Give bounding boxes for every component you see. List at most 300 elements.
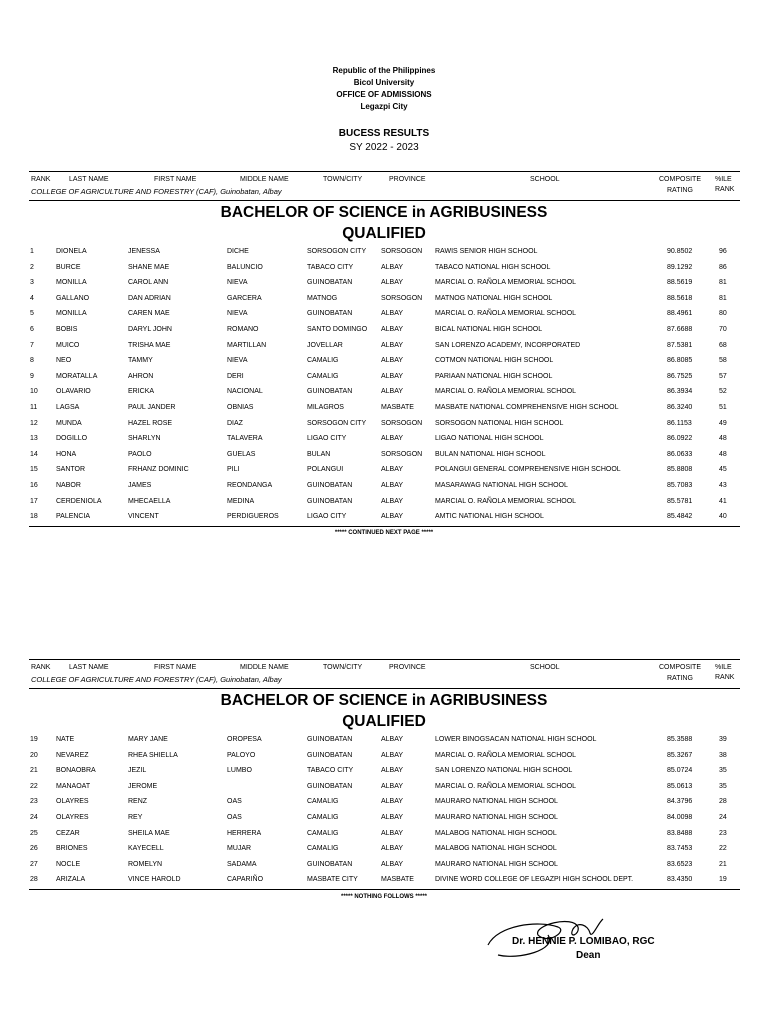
cell-middle-name: NIEVA xyxy=(227,357,248,365)
cell-town: CAMALIG xyxy=(307,357,339,365)
cell-rank: 7 xyxy=(30,341,34,349)
cell-rank: 18 xyxy=(30,513,38,521)
cell-last-name: HONA xyxy=(56,450,77,458)
cell-school: MALABOG NATIONAL HIGH SCHOOL xyxy=(435,845,557,853)
cell-percentile: 86 xyxy=(719,263,727,271)
nothing-follows-note: ***** NOTHING FOLLOWS ***** xyxy=(340,894,427,900)
cell-first-name: AHRON xyxy=(128,372,154,380)
cell-middle-name: GUELAS xyxy=(227,450,256,458)
cell-composite: 86.3240 xyxy=(667,403,693,411)
program-title: BACHELOR OF SCIENCE in AGRIBUSINESS xyxy=(220,204,548,221)
table-row xyxy=(0,749,768,765)
col-first-name: FIRST NAME xyxy=(154,176,197,183)
table-row xyxy=(0,354,768,370)
cell-middle-name: DICHE xyxy=(227,248,249,255)
cell-percentile: 39 xyxy=(719,736,727,743)
cell-last-name: SANTOR xyxy=(56,466,86,474)
cell-school: MAURARO NATIONAL HIGH SCHOOL xyxy=(435,798,558,806)
cell-school: BULAN NATIONAL HIGH SCHOOL xyxy=(435,450,546,458)
cell-last-name: PALENCIA xyxy=(56,513,91,521)
col-middle-name: MIDDLE NAME xyxy=(240,664,289,671)
table-row xyxy=(0,417,768,433)
cell-last-name: NABOR xyxy=(56,481,81,489)
header-office: OFFICE OF ADMISSIONS xyxy=(336,90,432,99)
cell-middle-name: NACIONAL xyxy=(227,388,263,396)
cell-percentile: 81 xyxy=(719,279,727,287)
cell-school: COTMON NATIONAL HIGH SCHOOL xyxy=(435,357,554,365)
cell-school: MARCIAL O. RAÑOLA MEMORIAL SCHOOL xyxy=(435,751,577,759)
cell-middle-name: DIAZ xyxy=(227,419,243,427)
cell-first-name: TAMMY xyxy=(128,357,153,365)
cell-percentile: 40 xyxy=(719,513,727,521)
cell-last-name: MONILLA xyxy=(56,310,87,318)
cell-province: ALBAY xyxy=(381,513,404,521)
cell-first-name: JEZIL xyxy=(128,767,147,775)
cell-percentile: 45 xyxy=(719,466,727,474)
cell-province: ALBAY xyxy=(381,829,404,837)
cell-percentile: 38 xyxy=(719,751,727,759)
cell-province: ALBAY xyxy=(381,751,404,759)
cell-middle-name: LUMBO xyxy=(227,767,252,775)
cell-town: SANTO DOMINGO xyxy=(307,325,368,333)
cell-town: CAMALIG xyxy=(307,845,339,853)
header-university: Bicol University xyxy=(353,78,415,87)
table-row xyxy=(0,432,768,448)
cell-percentile: 23 xyxy=(719,829,727,837)
cell-percentile: 48 xyxy=(719,450,727,458)
cell-province: MASBATE xyxy=(381,876,414,884)
cell-composite: 87.5381 xyxy=(667,341,693,349)
cell-rank: 20 xyxy=(30,751,38,759)
col-town: TOWN/CITY xyxy=(323,664,363,671)
table-row xyxy=(0,858,768,874)
cell-rank: 2 xyxy=(30,263,34,271)
cell-composite: 88.5619 xyxy=(667,279,693,287)
cell-rank: 11 xyxy=(30,403,38,411)
col-town: TOWN/CITY xyxy=(323,176,363,183)
cell-town: POLANGUI xyxy=(307,466,344,474)
cell-rank: 22 xyxy=(30,782,38,790)
cell-first-name: DARYL JOHN xyxy=(128,325,172,333)
cell-composite: 85.7083 xyxy=(667,481,693,489)
cell-town: CAMALIG xyxy=(307,813,339,821)
cell-last-name: OLAVARIO xyxy=(56,388,91,396)
cell-town: SORSOGON CITY xyxy=(307,419,367,427)
cell-town: LIGAO CITY xyxy=(307,435,347,443)
cell-middle-name: SADAMA xyxy=(227,860,257,868)
table-row xyxy=(0,733,768,749)
cell-town: MILAGROS xyxy=(307,403,344,411)
cell-last-name: DIONELA xyxy=(56,248,87,255)
results-table xyxy=(0,733,768,890)
cell-rank: 8 xyxy=(30,357,34,365)
cell-town: GUINOBATAN xyxy=(307,481,353,489)
cell-middle-name: GARCERA xyxy=(227,294,262,302)
cell-rank: 6 xyxy=(30,325,34,333)
cell-town: GUINOBATAN xyxy=(307,782,353,790)
cell-percentile: 28 xyxy=(719,798,727,806)
cell-first-name: REY xyxy=(128,813,143,821)
cell-percentile: 81 xyxy=(719,294,727,302)
cell-percentile: 58 xyxy=(719,357,727,365)
signatory-title: Dean xyxy=(576,950,601,961)
cell-rank: 3 xyxy=(30,279,34,287)
col-middle-name: MIDDLE NAME xyxy=(240,176,289,183)
cell-percentile: 35 xyxy=(719,767,727,775)
cell-percentile: 49 xyxy=(719,419,727,427)
cell-last-name: NATE xyxy=(56,736,75,743)
cell-town: GUINOBATAN xyxy=(307,279,353,287)
cell-composite: 85.0724 xyxy=(667,767,693,775)
cell-first-name: VINCENT xyxy=(128,513,159,521)
cell-town: TABACO CITY xyxy=(307,263,354,271)
cell-school: SORSOGON NATIONAL HIGH SCHOOL xyxy=(435,419,564,427)
cell-province: ALBAY xyxy=(381,845,404,853)
cell-school: DIVINE WORD COLLEGE OF LEGAZPI HIGH SCHOOL DEPT. xyxy=(435,876,634,884)
cell-province: ALBAY xyxy=(381,388,404,396)
continued-note: ***** CONTINUED NEXT PAGE ***** xyxy=(334,530,434,536)
cell-rank: 24 xyxy=(30,813,38,821)
header-city: Legazpi City xyxy=(360,102,408,111)
table-row xyxy=(0,811,768,827)
table-row xyxy=(0,245,768,261)
cell-percentile: 22 xyxy=(719,845,727,853)
cell-composite: 84.3796 xyxy=(667,798,693,806)
cell-percentile: 21 xyxy=(719,860,727,868)
cell-province: ALBAY xyxy=(381,767,404,775)
table-row xyxy=(0,276,768,292)
cell-last-name: MUICO xyxy=(56,341,80,349)
cell-last-name: GALLANO xyxy=(56,294,90,302)
cell-province: ALBAY xyxy=(381,497,404,505)
cell-school: TABACO NATIONAL HIGH SCHOOL xyxy=(435,263,551,271)
cell-last-name: BURCE xyxy=(56,263,81,271)
cell-town: GUINOBATAN xyxy=(307,388,353,396)
cell-first-name: FRHANZ DOMINIC xyxy=(128,466,189,474)
cell-first-name: ROMELYN xyxy=(128,860,163,868)
cell-school: AMTIC NATIONAL HIGH SCHOOL xyxy=(435,513,544,521)
cell-composite: 86.1153 xyxy=(667,419,692,427)
cell-school: BICAL NATIONAL HIGH SCHOOL xyxy=(435,325,543,333)
results-page-2 xyxy=(0,659,768,909)
cell-town: CAMALIG xyxy=(307,372,339,380)
cell-province: ALBAY xyxy=(381,860,404,868)
col-percentile-rank: RANK xyxy=(715,186,735,193)
table-row xyxy=(0,448,768,464)
cell-province: ALBAY xyxy=(381,435,404,443)
cell-last-name: MUNDA xyxy=(56,419,82,427)
cell-rank: 12 xyxy=(30,419,38,427)
cell-school: MATNOG NATIONAL HIGH SCHOOL xyxy=(435,294,553,302)
table-row xyxy=(0,795,768,811)
cell-town: GUINOBATAN xyxy=(307,310,353,318)
cell-composite: 85.3267 xyxy=(667,751,693,759)
col-rank: RANK xyxy=(31,664,51,671)
cell-composite: 88.5618 xyxy=(667,294,693,302)
cell-school: MARCIAL O. RAÑOLA MEMORIAL SCHOOL xyxy=(435,497,577,505)
cell-composite: 85.8808 xyxy=(667,466,693,474)
cell-town: BULAN xyxy=(307,450,331,458)
cell-province: ALBAY xyxy=(381,736,404,743)
cell-composite: 83.6523 xyxy=(667,860,693,868)
college-name: COLLEGE OF AGRICULTURE AND FORESTRY (CAF), Guinobatan, Albay xyxy=(31,187,282,196)
cell-school: LOWER BINOGSACAN NATIONAL HIGH SCHOOL xyxy=(435,736,597,743)
cell-province: ALBAY xyxy=(381,341,404,349)
cell-first-name: SHEILA MAE xyxy=(128,829,170,837)
cell-first-name: PAUL JANDER xyxy=(128,403,176,411)
cell-middle-name: NIEVA xyxy=(227,279,248,287)
cell-school: MAURARO NATIONAL HIGH SCHOOL xyxy=(435,860,558,868)
cell-town: GUINOBATAN xyxy=(307,860,353,868)
cell-school: MAURARO NATIONAL HIGH SCHOOL xyxy=(435,813,558,821)
cell-town: MASBATE CITY xyxy=(307,876,358,884)
table-row xyxy=(0,385,768,401)
cell-middle-name: BALUNCIO xyxy=(227,263,263,271)
cell-percentile: 43 xyxy=(719,481,727,489)
cell-rank: 10 xyxy=(30,388,38,396)
cell-last-name: BONAOBRA xyxy=(56,767,96,775)
cell-school: MARCIAL O. RAÑOLA MEMORIAL SCHOOL xyxy=(435,782,577,790)
cell-rank: 14 xyxy=(30,450,38,458)
cell-last-name: DOGILLO xyxy=(56,435,88,443)
cell-school: SAN LORENZO NATIONAL HIGH SCHOOL xyxy=(435,767,573,775)
cell-percentile: 52 xyxy=(719,388,727,396)
cell-school: POLANGUI GENERAL COMPREHENSIVE HIGH SCHOOL xyxy=(435,466,621,474)
col-last-name: LAST NAME xyxy=(69,664,109,671)
cell-province: ALBAY xyxy=(381,481,404,489)
cell-middle-name: OBNIAS xyxy=(227,403,254,411)
cell-first-name: RHEA SHIELLA xyxy=(128,751,178,759)
cell-rank: 27 xyxy=(30,860,38,868)
cell-province: ALBAY xyxy=(381,263,404,271)
cell-first-name: MARY JANE xyxy=(128,736,168,743)
cell-first-name: DAN ADRIAN xyxy=(128,294,171,302)
cell-school: MASARAWAG NATIONAL HIGH SCHOOL xyxy=(435,481,568,489)
cell-composite: 83.4350 xyxy=(667,876,693,884)
cell-school: LIGAO NATIONAL HIGH SCHOOL xyxy=(435,435,544,443)
cell-last-name: OLAYRES xyxy=(56,813,89,821)
table-row xyxy=(0,479,768,495)
cell-last-name: CEZAR xyxy=(56,829,80,837)
cell-rank: 25 xyxy=(30,829,38,837)
col-percentile-rank: RANK xyxy=(715,674,735,681)
cell-last-name: OLAYRES xyxy=(56,798,89,806)
cell-school: MASBATE NATIONAL COMPREHENSIVE HIGH SCHOOL xyxy=(435,403,619,411)
cell-middle-name: ROMANO xyxy=(227,325,259,333)
cell-middle-name: HERRERA xyxy=(227,829,262,837)
cell-composite: 85.3588 xyxy=(667,736,693,743)
cell-middle-name: OAS xyxy=(227,813,242,821)
table-row xyxy=(29,873,740,890)
cell-composite: 83.8488 xyxy=(667,829,693,837)
cell-middle-name: PILI xyxy=(227,466,240,474)
cell-percentile: 70 xyxy=(719,325,727,333)
cell-rank: 15 xyxy=(30,466,38,474)
cell-town: CAMALIG xyxy=(307,829,339,837)
cell-composite: 86.0922 xyxy=(667,435,693,443)
cell-province: ALBAY xyxy=(381,782,404,790)
cell-middle-name: PERDIGUEROS xyxy=(227,513,279,521)
cell-percentile: 51 xyxy=(719,403,727,411)
cell-percentile: 48 xyxy=(719,435,727,443)
cell-middle-name: MARTILLAN xyxy=(227,341,267,349)
cell-last-name: NOCLE xyxy=(56,860,81,868)
cell-composite: 85.5781 xyxy=(667,497,693,505)
cell-middle-name: OAS xyxy=(227,798,242,806)
cell-rank: 26 xyxy=(30,845,38,853)
cell-composite: 86.0633 xyxy=(667,450,693,458)
cell-last-name: MANAOAT xyxy=(56,782,91,790)
cell-middle-name: NIEVA xyxy=(227,310,248,318)
cell-province: ALBAY xyxy=(381,466,404,474)
cell-first-name: SHANE MAE xyxy=(128,263,170,271)
cell-middle-name: MEDINA xyxy=(227,497,255,505)
table-row xyxy=(0,842,768,858)
cell-composite: 84.0098 xyxy=(667,813,693,821)
cell-school: SAN LORENZO ACADEMY, INCORPORATED xyxy=(435,341,581,349)
table-row xyxy=(0,764,768,780)
col-province: PROVINCE xyxy=(389,176,426,183)
cell-school: MALABOG NATIONAL HIGH SCHOOL xyxy=(435,829,557,837)
col-rank: RANK xyxy=(31,176,51,183)
table-row xyxy=(0,323,768,339)
cell-percentile: 24 xyxy=(719,813,727,821)
cell-percentile: 35 xyxy=(719,782,727,790)
cell-composite: 83.7453 xyxy=(667,845,693,853)
cell-last-name: ARIZALA xyxy=(56,876,86,884)
col-school: SCHOOL xyxy=(530,664,560,671)
signatory-name: Dr. HENNIE P. LOMIBAO, RGC xyxy=(512,936,655,947)
cell-last-name: NEVAREZ xyxy=(56,751,89,759)
cell-town: GUINOBATAN xyxy=(307,736,353,743)
table-row xyxy=(0,780,768,796)
college-name: COLLEGE OF AGRICULTURE AND FORESTRY (CAF), Guinobatan, Albay xyxy=(31,675,282,684)
cell-province: ALBAY xyxy=(381,798,404,806)
cell-first-name: SHARLYN xyxy=(128,435,161,443)
cell-percentile: 68 xyxy=(719,341,727,349)
cell-last-name: LAGSA xyxy=(56,403,80,411)
document-title: BUCESS RESULTS xyxy=(338,128,430,139)
cell-town: GUINOBATAN xyxy=(307,751,353,759)
cell-town: GUINOBATAN xyxy=(307,497,353,505)
school-year: SY 2022 - 2023 xyxy=(349,142,419,153)
cell-composite: 90.8502 xyxy=(667,248,693,255)
table-row xyxy=(0,339,768,355)
cell-first-name: MHECAELLA xyxy=(128,497,171,505)
cell-composite: 87.6688 xyxy=(667,325,693,333)
cell-middle-name: CAPARIÑO xyxy=(227,876,264,884)
cell-rank: 28 xyxy=(30,876,38,884)
column-header xyxy=(29,659,740,689)
table-row xyxy=(0,401,768,417)
cell-town: LIGAO CITY xyxy=(307,513,347,521)
table-row xyxy=(0,261,768,277)
cell-percentile: 41 xyxy=(719,497,727,505)
cell-composite: 88.4961 xyxy=(667,310,693,318)
cell-composite: 85.4842 xyxy=(667,513,693,521)
cell-rank: 21 xyxy=(30,767,38,775)
cell-first-name: RENZ xyxy=(128,798,148,806)
cell-rank: 19 xyxy=(30,736,38,743)
signature-image xyxy=(478,905,628,965)
cell-middle-name: REONDANGA xyxy=(227,481,273,489)
cell-town: JOVELLAR xyxy=(307,341,343,349)
cell-province: ALBAY xyxy=(381,372,404,380)
cell-province: SORSOGON xyxy=(381,294,423,302)
col-composite: COMPOSITE xyxy=(659,176,702,183)
cell-percentile: 80 xyxy=(719,310,727,318)
cell-first-name: TRISHA MAE xyxy=(128,341,171,349)
cell-last-name: NEO xyxy=(56,357,72,365)
cell-percentile: 19 xyxy=(719,876,727,884)
cell-province: ALBAY xyxy=(381,357,404,365)
cell-rank: 23 xyxy=(30,798,38,806)
col-composite: COMPOSITE xyxy=(659,664,702,671)
cell-first-name: JAMES xyxy=(128,481,152,489)
cell-town: MATNOG xyxy=(307,294,338,302)
cell-last-name: MONILLA xyxy=(56,279,87,287)
cell-first-name: HAZEL ROSE xyxy=(128,419,173,427)
table-row xyxy=(29,510,740,527)
col-last-name: LAST NAME xyxy=(69,176,109,183)
cell-last-name: CERDENIOLA xyxy=(56,497,102,505)
cell-middle-name: DERI xyxy=(227,372,244,380)
header-republic: Republic of the Philippines xyxy=(332,66,436,75)
cell-rank: 4 xyxy=(30,294,34,302)
cell-first-name: VINCE HAROLD xyxy=(128,876,181,884)
cell-composite: 86.7525 xyxy=(667,372,693,380)
cell-middle-name: MUJAR xyxy=(227,845,252,853)
cell-middle-name: PALOYO xyxy=(227,751,256,759)
cell-school: MARCIAL O. RAÑOLA MEMORIAL SCHOOL xyxy=(435,279,577,287)
cell-school: MARCIAL O. RAÑOLA MEMORIAL SCHOOL xyxy=(435,310,577,318)
cell-first-name: CAROL ANN xyxy=(128,279,169,287)
col-school: SCHOOL xyxy=(530,176,560,183)
cell-first-name: CAREN MAE xyxy=(128,310,170,318)
cell-province: ALBAY xyxy=(381,813,404,821)
cell-rank: 16 xyxy=(30,481,38,489)
cell-rank: 1 xyxy=(30,248,34,255)
program-title: BACHELOR OF SCIENCE in AGRIBUSINESS xyxy=(220,692,548,709)
col-rating: RATING xyxy=(667,187,693,194)
cell-rank: 17 xyxy=(30,497,38,505)
cell-province: SORSOGON xyxy=(381,419,423,427)
table-row xyxy=(0,463,768,479)
cell-first-name: KAYECELL xyxy=(128,845,164,853)
cell-last-name: BRIONES xyxy=(56,845,88,853)
cell-school: MARCIAL O. RAÑOLA MEMORIAL SCHOOL xyxy=(435,388,577,396)
cell-composite: 86.3934 xyxy=(667,388,693,396)
cell-middle-name: TALAVERA xyxy=(227,435,263,443)
cell-province: ALBAY xyxy=(381,310,404,318)
qualified-heading: QUALIFIED xyxy=(342,225,426,242)
cell-percentile: 96 xyxy=(719,248,727,255)
table-row xyxy=(0,495,768,511)
cell-province: ALBAY xyxy=(381,325,404,333)
table-row xyxy=(0,827,768,843)
qualified-heading: QUALIFIED xyxy=(342,713,426,730)
cell-composite: 89.1292 xyxy=(667,263,693,271)
cell-composite: 86.8085 xyxy=(667,357,693,365)
cell-rank: 9 xyxy=(30,372,34,380)
cell-town: CAMALIG xyxy=(307,798,339,806)
col-first-name: FIRST NAME xyxy=(154,664,197,671)
cell-last-name: MORATALLA xyxy=(56,372,98,380)
cell-middle-name: OROPESA xyxy=(227,736,262,743)
cell-province: MASBATE xyxy=(381,403,414,411)
table-row xyxy=(0,307,768,323)
cell-province: ALBAY xyxy=(381,279,404,287)
